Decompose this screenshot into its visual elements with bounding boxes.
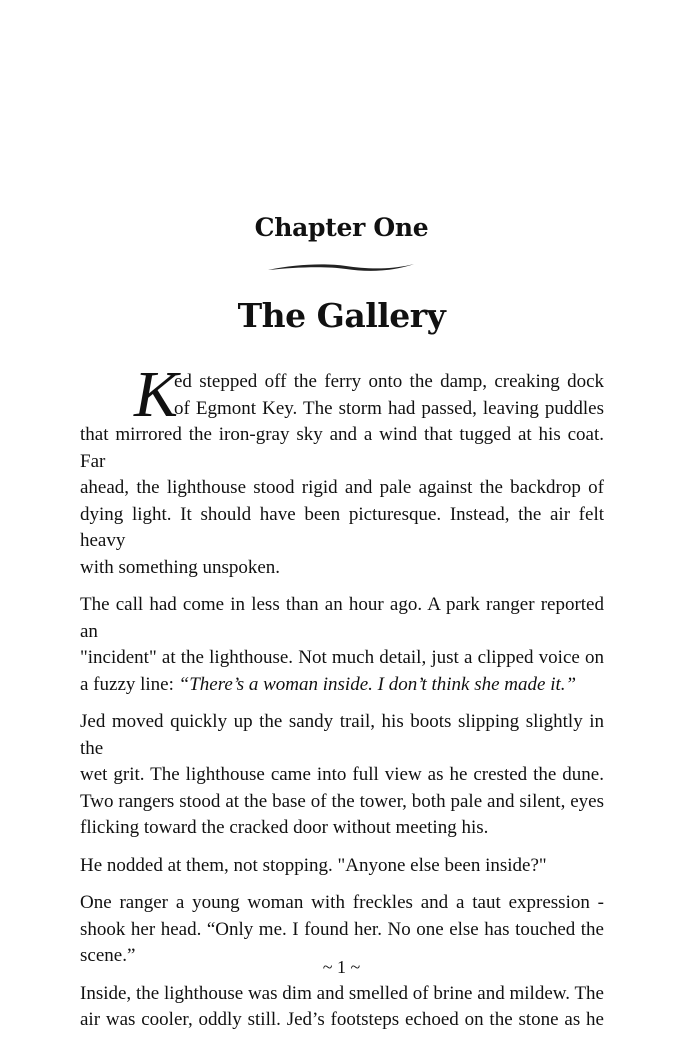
text-line-prefix: a fuzzy line:	[80, 673, 179, 695]
page-number: ~ 1 ~	[322, 957, 361, 977]
text-line: air was cooler, oddly still. Jed’s footsteps echoed on the stone as he	[80, 1009, 604, 1030]
text-line: "incident" at the lighthouse. Not much detail, just a clipped voice on	[80, 647, 604, 668]
decorative-swash-icon	[266, 260, 416, 276]
chapter-label: Chapter One	[254, 213, 429, 242]
text-line: with something unspoken.	[80, 556, 281, 578]
text-line: flicking toward the cracked door without meeting his.	[80, 817, 489, 838]
text-line	[80, 672, 604, 699]
text-line: Two rangers stood at the base of the tower, both pale and silent, eyes	[80, 790, 604, 812]
paragraph-2	[80, 592, 604, 698]
paragraph-3	[80, 709, 604, 842]
paragraph-1	[80, 358, 604, 581]
text-line: wet grit. The lighthouse came into full view as he crested the dune.	[80, 764, 604, 785]
text-line: that mirrored the iron-gray sky and a wind that tugged at his coat. Far	[80, 424, 604, 472]
text-line: One ranger a young woman with freckles and a taut expression -	[80, 892, 604, 913]
paragraph-6	[80, 981, 604, 1034]
drop-cap: K	[134, 358, 179, 431]
paragraph-4	[80, 853, 604, 880]
text-line: Jed moved quickly up the sandy trail, his boots slipping slightly in the	[80, 711, 604, 759]
text-line: of Egmont Key. The storm had passed, leaving puddles	[174, 397, 604, 419]
text-line: shook her head. “Only me. I found her. No one else has touched the	[80, 918, 604, 940]
text-line: The call had come in less than an hour ago. A park ranger reported an	[80, 594, 604, 642]
text-line: He nodded at them, not stopping. "Anyone else been inside?"	[80, 854, 547, 876]
chapter-title: The Gallery	[237, 296, 446, 335]
text-line: scene.”	[80, 945, 136, 966]
text-line: ed stepped off the ferry onto the damp, creaking dock	[174, 371, 604, 392]
quoted-message: “There’s a woman inside. I don’t think she made it.”	[178, 673, 577, 695]
body-text	[80, 358, 604, 1045]
text-line: ahead, the lighthouse stood rigid and pale against the backdrop of	[80, 477, 604, 498]
text-line: dying light. It should have been picturesque. Instead, the air felt heavy	[80, 503, 604, 551]
text-line: Inside, the lighthouse was dim and smelled of brine and mildew. The	[80, 982, 604, 1004]
